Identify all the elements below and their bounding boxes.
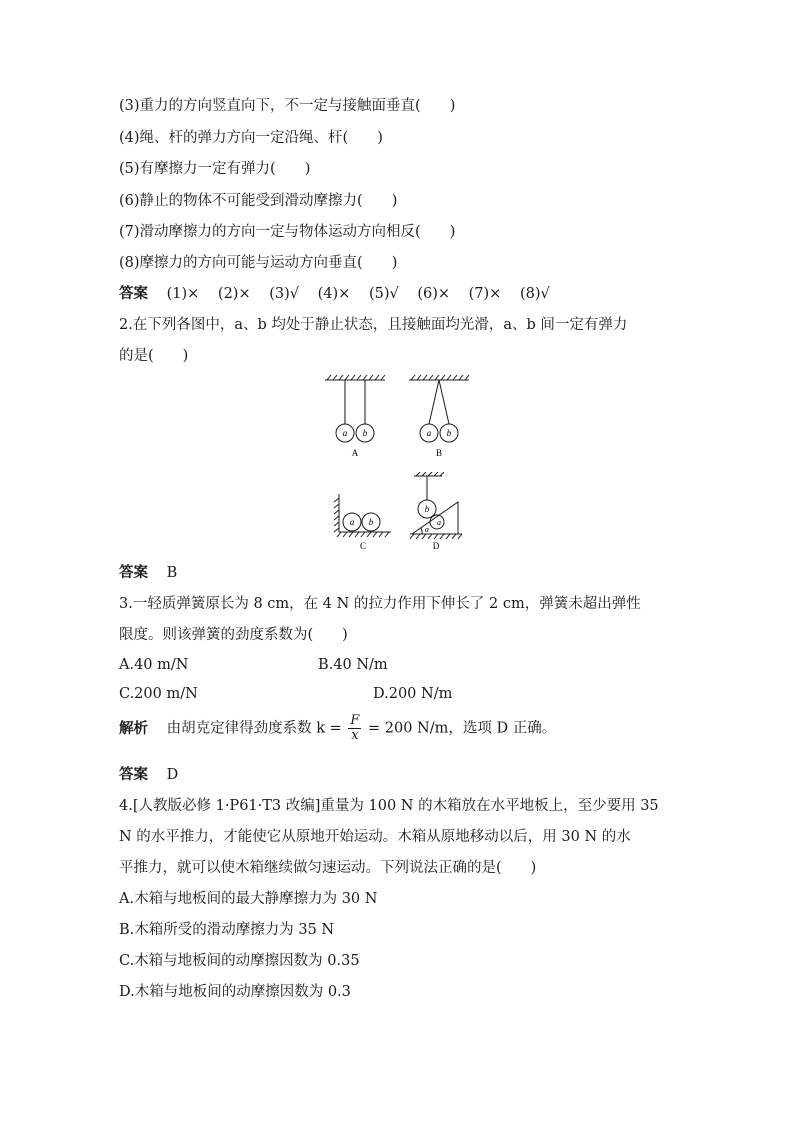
ball-b-label: b [446,428,452,438]
ball-b-label: b [362,428,368,438]
q4-option-d: D.木箱与地板间的动摩擦因数为 0.3 [119,984,351,1000]
analysis-label: 解析 [119,720,148,737]
fraction-denominator: x [351,728,359,743]
ball-a-label: a [426,428,432,438]
q2-stem-line1: 2.在下列各图中，a、b 均处于静止状态，且接触面均光滑，a、b 间一定有弹力 [119,317,628,333]
figure-a [323,374,387,460]
fraction-numerator: F [350,713,360,728]
figure-c-caption: C [359,541,367,551]
figure-b-caption: B [435,448,443,458]
q4-option-b: B.木箱所受的滑动摩擦力为 35 N [119,922,335,938]
item-8: (8)摩擦力的方向可能与运动方向垂直( ) [119,255,398,271]
item-7: (7)滑动摩擦力的方向一定与物体运动方向相反( ) [119,224,456,240]
q3-option-c: C.200 m/N [119,686,198,702]
item-4: (4)绳、杆的弹力方向一定沿绳、杆( ) [119,130,383,146]
q3-stem-line2: 限度。则该弹簧的劲度系数为( ) [119,627,348,643]
analysis-text-pre: 由胡克定律得劲度系数 k = [166,720,342,737]
answer-item: (5)√ [368,286,399,302]
answer-item: (8)√ [519,286,550,302]
answer-item: (3)√ [269,286,300,302]
figure-d [406,472,468,552]
ball-a-label: a [349,517,355,527]
item-6: (6)静止的物体不可能受到滑动摩擦力( ) [119,193,398,209]
answer-item: (4)× [317,286,351,302]
q4-stem-line1: 4.[人教版必修 1·P61·T3 改编]重量为 100 N 的木箱放在水平地板上，至少要用 35 [119,798,659,814]
answer-label: 答案 [119,286,148,302]
item-3: (3)重力的方向竖直向下，不一定与接触面垂直( ) [119,98,456,114]
figure-a-caption: A [351,448,359,458]
figure-b [407,374,471,460]
block-a-label: a [437,518,441,527]
q4-option-a: A.木箱与地板间的最大静摩擦力为 30 N [119,891,378,907]
figure-d-caption: D [432,541,440,551]
answer-row-1 [119,284,564,304]
angle-label: α [424,525,430,534]
q2-stem-line2: 的是( ) [119,348,189,364]
answer-item: (6)× [417,286,451,302]
answer-row-3 [119,765,178,785]
q4-stem-line2: N 的水平推力，才能使它从原地开始运动。木箱从原地移动以后，用 30 N 的水 [119,829,631,845]
q3-analysis [119,714,556,743]
q3-option-b: B.40 N/m [318,657,388,673]
ball-b-label: b [424,504,430,514]
q4-stem-line3: 平推力，就可以使木箱继续做匀速运动。下列说法正确的是( ) [119,860,537,876]
answer-value: D [166,767,179,783]
answer-label: 答案 [119,767,148,783]
answer-value: B [166,565,178,581]
q3-stem-line1: 3.一轻质弹簧原长为 8 cm，在 4 N 的拉力作用下伸长了 2 cm，弹簧未超出弹性 [119,596,641,612]
q3-option-d: D.200 N/m [373,686,453,702]
answer-label: 答案 [119,565,148,581]
answer-row-2 [119,563,177,583]
answer-item: (2)× [217,286,251,302]
answer-item: (7)× [468,286,502,302]
item-5: (5)有摩擦力一定有弹力( ) [119,161,311,177]
q4-option-c: C.木箱与地板间的动摩擦因数为 0.35 [119,953,360,969]
figure-c [333,490,393,552]
ball-a-label: a [342,428,348,438]
ball-b-label: b [368,517,374,527]
q3-option-a: A.40 m/N [119,657,189,673]
fraction [348,714,361,743]
analysis-text-post: = 200 N/m，选项 D 正确。 [368,720,557,737]
answer-item: (1)× [166,286,200,302]
